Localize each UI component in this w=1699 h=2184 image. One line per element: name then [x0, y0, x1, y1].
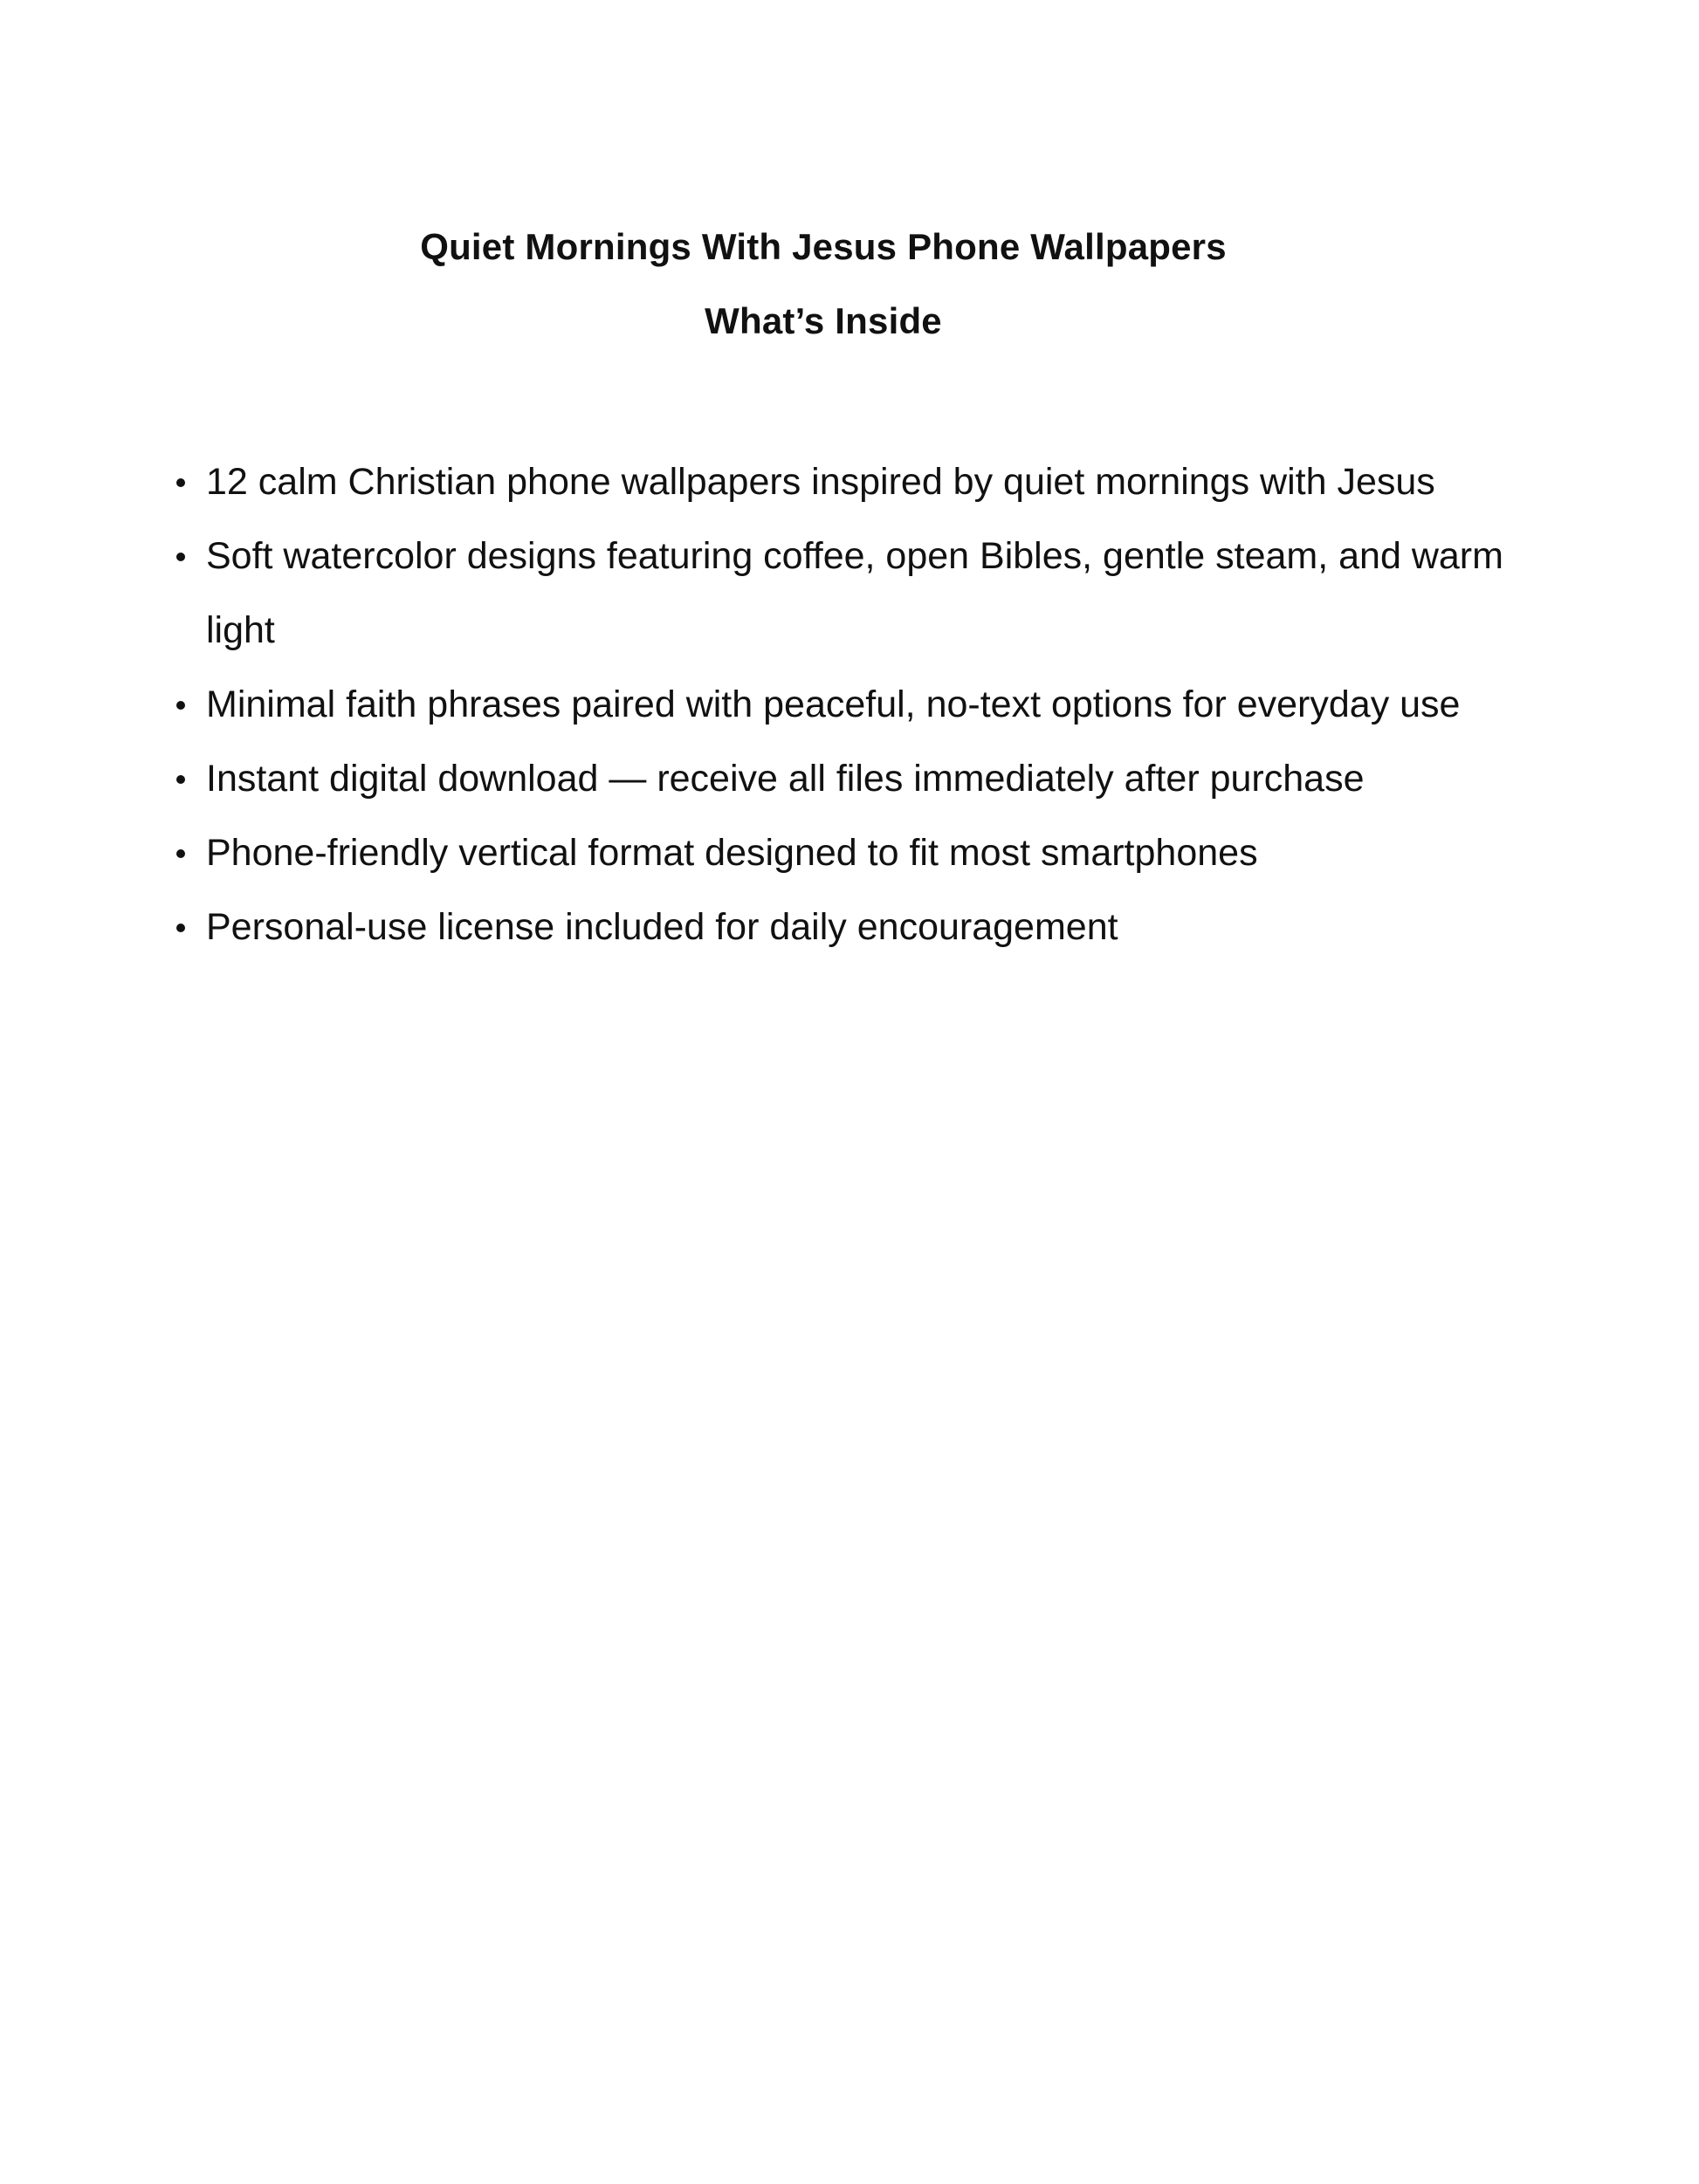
list-item: [173, 445, 1570, 519]
list-item-text: 12 calm Christian phone wallpapers inspired by quiet mornings with Jesus: [206, 461, 1435, 503]
bullet-icon: [173, 445, 189, 519]
list-item-text: Phone-friendly vertical format designed to fit most smartphones: [206, 832, 1258, 874]
list-item: [173, 519, 1570, 668]
list-item: [173, 668, 1570, 742]
list-item-text: Personal-use license included for daily encouragement: [206, 906, 1118, 948]
section-heading: What’s Inside: [705, 300, 942, 341]
list-item-text: Soft watercolor designs featuring coffee, open Bibles, gentle steam, and warm light: [206, 535, 1503, 651]
bullet-icon: [173, 890, 189, 965]
bullet-icon: [173, 668, 189, 742]
list-item: [173, 816, 1570, 890]
list-item: [173, 890, 1570, 965]
bullet-icon: [173, 816, 189, 890]
list-item: [173, 742, 1570, 816]
bullet-icon: [173, 742, 189, 816]
bullet-icon: [173, 519, 189, 594]
document-title: Quiet Mornings With Jesus Phone Wallpapers: [420, 226, 1227, 267]
list-item-text: Minimal faith phrases paired with peaceful, no-text options for everyday use: [206, 683, 1461, 725]
feature-list: [173, 445, 1570, 965]
list-item-text: Instant digital download — receive all files immediately after purchase: [206, 758, 1365, 800]
